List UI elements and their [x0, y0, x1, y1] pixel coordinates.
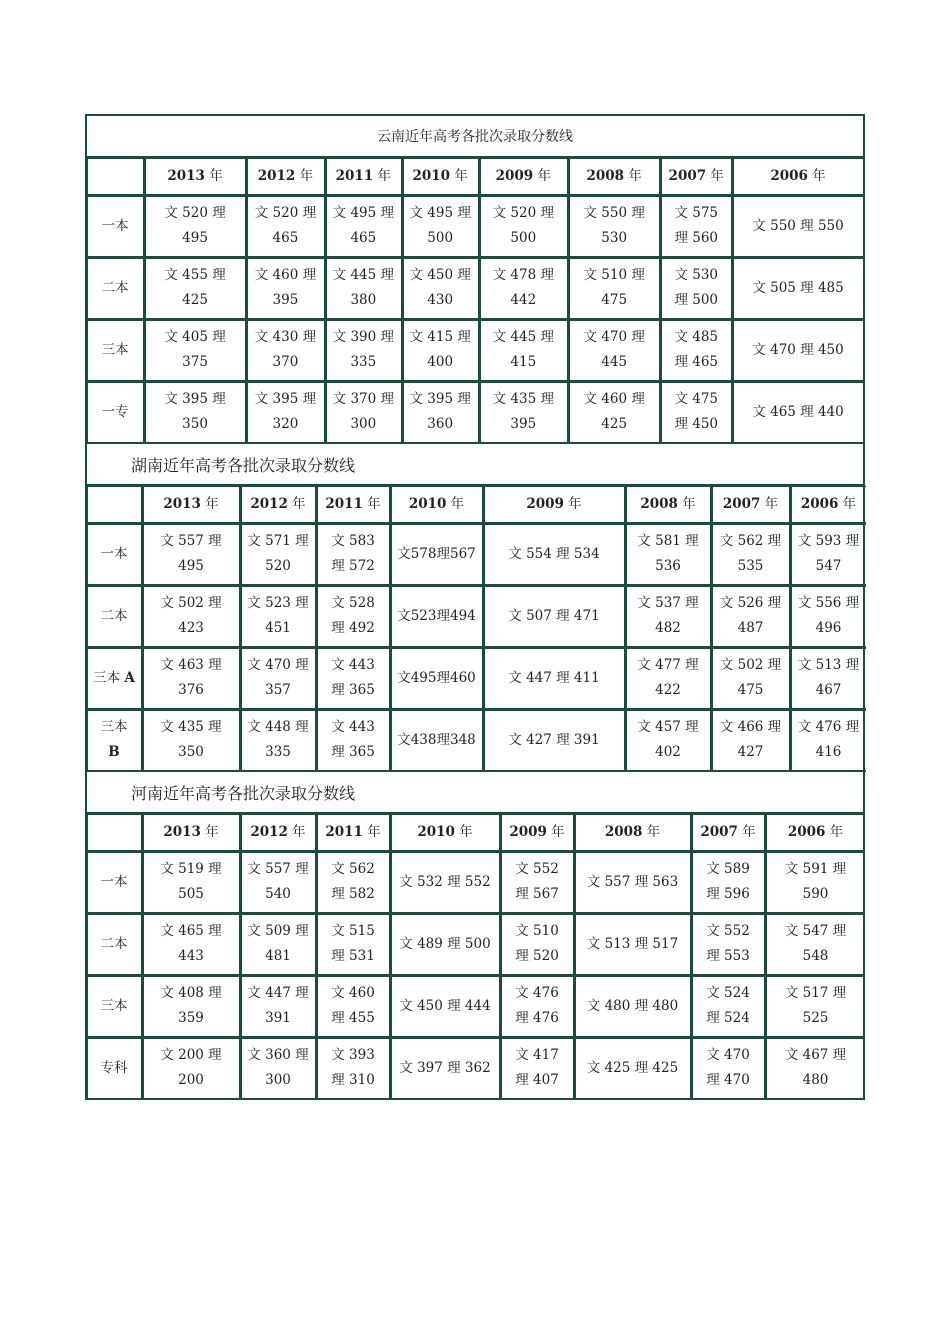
year-label: 2006 年: [770, 167, 826, 184]
score-cell: 文 465 理 443: [143, 914, 241, 976]
year-label: 2009 年: [509, 823, 565, 840]
score-cell: 文 390 理 335: [326, 320, 403, 382]
table-row: [87, 382, 863, 444]
score-cell: 文 425 理 425: [575, 1038, 692, 1098]
score-cell: 文 445 理 415: [480, 320, 569, 382]
year-label: 2008 年: [604, 823, 661, 840]
year-header-row: [87, 158, 863, 196]
year-header: [391, 486, 484, 524]
batch-label: [87, 382, 145, 444]
table-row: [87, 524, 866, 586]
table-row: [87, 852, 865, 914]
score-cell: 文 450 理 430: [403, 258, 480, 320]
score-cell: 文 470 理 357: [241, 648, 317, 710]
year-header: [391, 814, 501, 852]
score-cell: 文 517 理 525: [766, 976, 865, 1038]
score-cell: 文 495 理 500: [403, 196, 480, 258]
batch-name: 一专: [101, 403, 129, 420]
score-table: [87, 814, 865, 1098]
score-cell: 文 395 理 350: [145, 382, 247, 444]
section: [87, 772, 863, 1098]
score-cell: 文 448 理 335: [241, 710, 317, 772]
score-cell: 文 524 理 524: [692, 976, 766, 1038]
score-cell: 文 476 理 476: [501, 976, 575, 1038]
score-cell: 文 447 理 411: [484, 648, 626, 710]
year-header: [626, 486, 712, 524]
table-row: [87, 914, 865, 976]
score-cell: 文 466 理 427: [712, 710, 791, 772]
score-cell: 文 556 理 496: [791, 586, 866, 648]
score-cell: 文 417 理 407: [501, 1038, 575, 1098]
score-cell: 文 520 理 465: [247, 196, 326, 258]
section-title: 湖南近年高考各批次录取分数线: [87, 444, 863, 486]
table-row: [87, 1038, 865, 1098]
score-cell: 文 505 理 485: [733, 258, 863, 320]
batch-label: [87, 320, 145, 382]
score-cell: 文 470 理 450: [733, 320, 863, 382]
score-cell: 文 557 理 495: [143, 524, 241, 586]
score-cell: 文 589 理 596: [692, 852, 766, 914]
score-cell: 文 510 理 520: [501, 914, 575, 976]
batch-label: [87, 710, 143, 772]
batch-name: 三本: [101, 341, 129, 358]
year-header: [575, 814, 692, 852]
score-cell: 文 397 理 362: [391, 1038, 501, 1098]
score-cell: 文 476 理 416: [791, 710, 866, 772]
score-cell: 文 550 理 550: [733, 196, 863, 258]
score-cell: 文 502 理 475: [712, 648, 791, 710]
score-cell: 文 507 理 471: [484, 586, 626, 648]
corner-cell: [87, 486, 143, 524]
batch-name: 二本: [100, 607, 128, 624]
year-label: 2006 年: [800, 495, 857, 512]
year-header: [791, 486, 866, 524]
score-cell: 文 581 理 536: [626, 524, 712, 586]
score-cell: 文 460 理 455: [317, 976, 391, 1038]
score-cell: 文 520 理 500: [480, 196, 569, 258]
batch-label: [87, 586, 143, 648]
score-cell: 文 393 理 310: [317, 1038, 391, 1098]
score-cell: 文 489 理 500: [391, 914, 501, 976]
score-cell: 文 460 理 395: [247, 258, 326, 320]
score-cell: 文 475 理 450: [661, 382, 733, 444]
score-cell: 文 477 理 422: [626, 648, 712, 710]
score-cell: 文 470 理 445: [569, 320, 661, 382]
year-header: [484, 486, 626, 524]
score-cell: 文 583 理 572: [317, 524, 391, 586]
table-row: [87, 258, 863, 320]
score-cell: 文 395 理 360: [403, 382, 480, 444]
section: [87, 116, 863, 444]
score-cell: 文 463 理 376: [143, 648, 241, 710]
batch-name: 三本: [93, 669, 121, 686]
year-header-row: [87, 814, 865, 852]
batch-name: 一本: [101, 217, 129, 234]
score-cell: 文 200 理 200: [143, 1038, 241, 1098]
score-cell: 文 593 理 547: [791, 524, 866, 586]
score-cell: 文 443 理 365: [317, 710, 391, 772]
year-label: 2011 年: [335, 167, 392, 184]
year-label: 2013 年: [163, 823, 219, 840]
score-cell: 文 502 理 423: [143, 586, 241, 648]
score-cell: 文 557 理 540: [241, 852, 317, 914]
score-cell: 文 515 理 531: [317, 914, 391, 976]
year-label: 2009 年: [495, 167, 551, 184]
score-cell: 文 530 理 500: [661, 258, 733, 320]
year-header: [403, 158, 480, 196]
table-row: [87, 710, 866, 772]
score-table: [87, 158, 863, 444]
score-cell: 文 405 理 375: [145, 320, 247, 382]
score-cell: 文 547 理 548: [766, 914, 865, 976]
score-cell: 文 562 理 582: [317, 852, 391, 914]
score-cell: 文 427 理 391: [484, 710, 626, 772]
score-cell: 文 562 理 535: [712, 524, 791, 586]
batch-name: 专科: [100, 1059, 128, 1076]
year-header: [569, 158, 661, 196]
score-cell: 文 435 理 350: [143, 710, 241, 772]
section: [87, 444, 863, 772]
batch-name: 一本: [100, 873, 128, 890]
score-cell: 文 370 理 300: [326, 382, 403, 444]
year-label: 2007 年: [668, 167, 724, 184]
score-cell: 文 495 理 465: [326, 196, 403, 258]
year-header: [661, 158, 733, 196]
score-cell: 文 528 理 492: [317, 586, 391, 648]
score-cell: 文 435 理 395: [480, 382, 569, 444]
year-header: [733, 158, 863, 196]
score-table: [87, 486, 866, 772]
year-header: [247, 158, 326, 196]
table-row: [87, 648, 866, 710]
score-cell: 文 591 理 590: [766, 852, 865, 914]
score-cell: 文 526 理 487: [712, 586, 791, 648]
batch-label: [87, 524, 143, 586]
batch-label: [87, 976, 143, 1038]
score-cell: 文 415 理 400: [403, 320, 480, 382]
year-header: [501, 814, 575, 852]
batch-label: [87, 852, 143, 914]
score-cell: 文 550 理 530: [569, 196, 661, 258]
year-header: [317, 486, 391, 524]
year-header: [145, 158, 247, 196]
year-header: [317, 814, 391, 852]
batch-name: 二本: [101, 279, 129, 296]
score-cell: 文 478 理 442: [480, 258, 569, 320]
score-cell: 文523理494: [391, 586, 484, 648]
batch-name: 三本: [100, 997, 128, 1014]
batch-label: [87, 648, 143, 710]
score-cell: 文 510 理 475: [569, 258, 661, 320]
score-cell: 文 455 理 425: [145, 258, 247, 320]
year-header: [480, 158, 569, 196]
score-cell: 文 470 理 470: [692, 1038, 766, 1098]
year-header: [241, 814, 317, 852]
score-cell: 文 537 理 482: [626, 586, 712, 648]
batch-name: 一本: [100, 545, 128, 562]
score-cell: 文 445 理 380: [326, 258, 403, 320]
batch-label: [87, 196, 145, 258]
table-row: [87, 976, 865, 1038]
batch-label: [87, 914, 143, 976]
year-label: 2012 年: [250, 823, 306, 840]
year-label: 2012 年: [257, 167, 314, 184]
batch-label: [87, 258, 145, 320]
score-cell: 文 552 理 553: [692, 914, 766, 976]
batch-name: 三本: [100, 719, 128, 735]
batch-label: [87, 1038, 143, 1098]
score-cell: 文 460 理 425: [569, 382, 661, 444]
batch-suffix: B: [108, 744, 120, 760]
year-label: 2010 年: [408, 495, 465, 512]
score-cell: 文 465 理 440: [733, 382, 863, 444]
score-cell: 文438理348: [391, 710, 484, 772]
score-tables: [85, 114, 865, 1100]
score-cell: 文 443 理 365: [317, 648, 391, 710]
year-label: 2008 年: [640, 495, 696, 512]
score-cell: 文 480 理 480: [575, 976, 692, 1038]
year-label: 2010 年: [417, 823, 473, 840]
score-cell: 文 520 理 495: [145, 196, 247, 258]
score-cell: 文 513 理 467: [791, 648, 866, 710]
score-cell: 文 447 理 391: [241, 976, 317, 1038]
score-cell: 文 523 理 451: [241, 586, 317, 648]
corner-cell: [87, 158, 145, 196]
year-header: [326, 158, 403, 196]
table-row: [87, 320, 863, 382]
score-cell: 文 575 理 560: [661, 196, 733, 258]
section-title: 河南近年高考各批次录取分数线: [87, 772, 863, 814]
year-header: [692, 814, 766, 852]
score-cell: 文 467 理 480: [766, 1038, 865, 1098]
year-label: 2007 年: [722, 495, 779, 512]
year-header: [712, 486, 791, 524]
year-header-row: [87, 486, 866, 524]
score-cell: 文 457 理 402: [626, 710, 712, 772]
score-cell: 文 395 理 320: [247, 382, 326, 444]
score-cell: 文 552 理 567: [501, 852, 575, 914]
score-cell: 文 485 理 465: [661, 320, 733, 382]
year-label: 2011 年: [325, 823, 381, 840]
batch-suffix: A: [124, 669, 135, 686]
year-label: 2013 年: [167, 167, 223, 184]
year-label: 2007 年: [700, 823, 756, 840]
score-cell: 文 408 理 359: [143, 976, 241, 1038]
year-label: 2006 年: [787, 823, 844, 840]
year-header: [143, 486, 241, 524]
section-title: 云南近年高考各批次录取分数线: [87, 116, 863, 158]
year-header: [143, 814, 241, 852]
year-header: [241, 486, 317, 524]
year-label: 2013 年: [163, 495, 219, 512]
year-header: [766, 814, 865, 852]
score-cell: 文 571 理 520: [241, 524, 317, 586]
score-cell: 文 554 理 534: [484, 524, 626, 586]
year-label: 2010 年: [412, 167, 468, 184]
score-cell: 文 360 理 300: [241, 1038, 317, 1098]
year-label: 2009 年: [526, 495, 582, 512]
score-cell: 文 532 理 552: [391, 852, 501, 914]
table-row: [87, 586, 866, 648]
year-label: 2011 年: [325, 495, 381, 512]
batch-name: 二本: [100, 935, 128, 952]
score-cell: 文495理460: [391, 648, 484, 710]
table-row: [87, 196, 863, 258]
year-label: 2012 年: [250, 495, 306, 512]
score-cell: 文 519 理 505: [143, 852, 241, 914]
score-cell: 文 513 理 517: [575, 914, 692, 976]
score-cell: 文 509 理 481: [241, 914, 317, 976]
score-cell: 文 450 理 444: [391, 976, 501, 1038]
corner-cell: [87, 814, 143, 852]
score-cell: 文 557 理 563: [575, 852, 692, 914]
year-label: 2008 年: [586, 167, 642, 184]
score-cell: 文578理567: [391, 524, 484, 586]
score-cell: 文 430 理 370: [247, 320, 326, 382]
